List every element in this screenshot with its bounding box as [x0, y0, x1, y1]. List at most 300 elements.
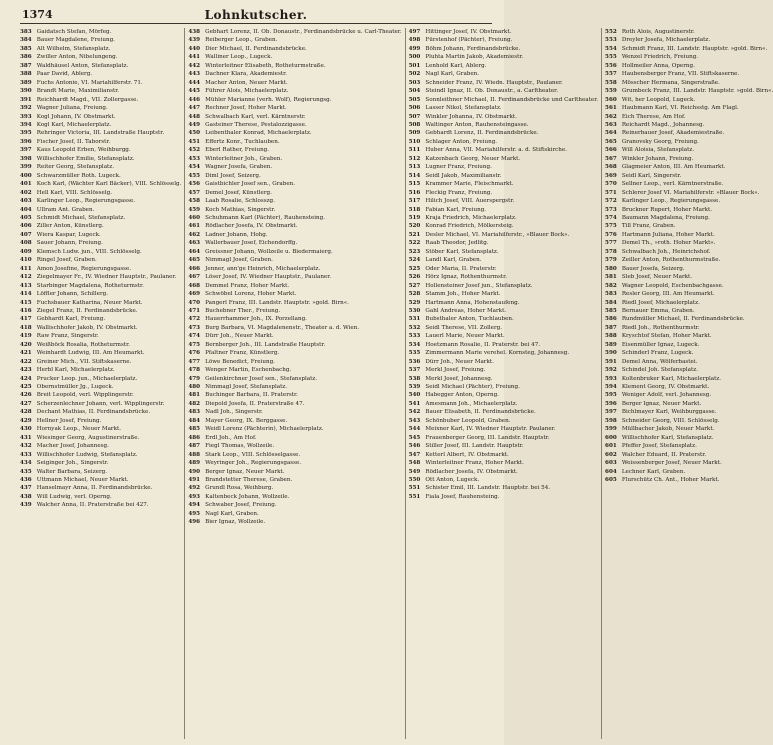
entry-number: 468	[188, 282, 201, 289]
list-item	[605, 45, 773, 53]
entry-number: 393	[20, 113, 32, 120]
list-item	[409, 129, 598, 137]
entry-text: Winterleitner Joh., Graben.	[205, 155, 283, 162]
entry-text: Greissner Johann, Wollzeile u. Biedermaierg.	[205, 248, 333, 255]
entry-number: 504	[408, 88, 421, 95]
list-item	[605, 256, 773, 264]
entry-number: 512	[408, 155, 421, 162]
entry-text: Riedl Josef, Michaelerplatz.	[621, 299, 700, 306]
entry-number: 590	[605, 350, 617, 357]
entry-text: Fiegl Thomas, Wollzeile.	[205, 443, 275, 450]
entry-text: Dreyler Josefa, Michaelerplatz.	[621, 37, 711, 44]
entry-number: 580	[605, 265, 617, 272]
entry-text: Willischhofer Emilie, Stefansplatz.	[36, 155, 135, 162]
list-item	[188, 484, 401, 492]
list-item	[409, 451, 598, 459]
list-item	[605, 324, 773, 332]
list-item	[188, 434, 401, 442]
entry-text: Jenner, ann'ge Heinrich, Michaelerplatz.	[205, 265, 321, 272]
list-item	[605, 248, 773, 256]
entry-number: 523	[408, 248, 421, 255]
entry-text: Starbinger Magdalena, Rotheturmstr.	[36, 282, 144, 289]
entry-number: 431	[20, 434, 32, 441]
entry-text: Winkler Johanna, IV. Obstmarkt.	[425, 113, 517, 120]
entry-number: 488	[188, 451, 201, 458]
list-item	[188, 282, 401, 290]
list-item	[409, 383, 598, 391]
list-item	[188, 299, 401, 307]
entry-text: Katzenbach Georg, Neuer Markt.	[425, 155, 521, 162]
entry-text: Schmidt Michael, Stefansplatz.	[36, 214, 126, 221]
list-item	[605, 341, 773, 349]
entry-text: Wallerbauer Josef, Eichendorffg.	[205, 240, 298, 247]
entry-text: Reiter Georg, Stefansplatz.	[36, 164, 115, 171]
list-item	[605, 129, 773, 137]
entry-number: 550	[408, 477, 421, 484]
entry-text: Löffler Johann, Schillerg.	[36, 291, 108, 298]
entry-text: Uttmann Michael, Neuer Markt.	[36, 477, 129, 484]
entry-number: 511	[408, 147, 421, 154]
entry-text: Nimmagl Josef, Graben.	[205, 257, 273, 264]
entry-text: Dürr Joh., Neuer Markt.	[205, 333, 274, 340]
entry-text: Desler Michael, VI. Mariahilferstr., »Blauer Bock«.	[425, 231, 570, 238]
entry-text: Waltinger Anton, Rauhensteingasse.	[425, 121, 529, 128]
entry-number: 470	[188, 299, 201, 306]
entry-number: 442	[188, 62, 201, 69]
entry-text: Riedl Joh., Rothenthurmstr.	[621, 324, 700, 331]
entry-text: Müllbacher Jakob, Neuer Markt.	[621, 426, 715, 433]
entry-number: 401	[20, 181, 32, 188]
entry-number: 410	[20, 257, 32, 264]
entry-text: Koltenbruker Karl, Michaelerplatz.	[621, 375, 722, 382]
list-item	[409, 391, 598, 399]
entry-number: 508	[408, 121, 421, 128]
entry-text: Sleb Josef, Neuer Markt.	[621, 274, 693, 281]
entry-text: Rödlacher Josefa, IV. Obstmarkt.	[425, 468, 518, 475]
list-item	[409, 113, 598, 121]
list-item	[409, 442, 598, 450]
list-item	[409, 104, 598, 112]
entry-number: 581	[605, 274, 617, 281]
entry-number: 501	[408, 62, 421, 69]
list-item	[605, 172, 773, 180]
entry-text: Macher Josef, Johannesg.	[36, 443, 109, 450]
list-item	[188, 214, 401, 222]
entry-number: 415	[20, 299, 32, 306]
entry-text: Schwaber Josef, Freiung.	[205, 502, 277, 509]
entry-text: Steindl Ignaz, II. Ob. Donaustr., a. Carltheater.	[425, 88, 559, 95]
entry-number: 496	[188, 519, 201, 526]
list-item	[409, 349, 598, 357]
list-item	[188, 172, 401, 180]
entry-text: Schwalbach Joh., Heinrichshof.	[621, 248, 711, 255]
list-item	[409, 96, 598, 104]
entry-text: Eisenmüller Ignaz, Lugeck.	[621, 341, 700, 348]
entry-text: Breit Leopold, verl. Wipplingerstr.	[36, 392, 134, 399]
list-item	[20, 189, 181, 197]
entry-number: 521	[408, 231, 421, 238]
entry-number: 539	[408, 384, 421, 391]
entry-text: Raab Theodor, Jedlitg.	[425, 240, 489, 247]
list-item	[188, 451, 401, 459]
entry-text: Pfaltner Franz, Künstlerg.	[205, 350, 280, 357]
entry-number: 385	[20, 45, 32, 52]
list-item	[409, 197, 598, 205]
entry-text: Fürstenhof (Pächter), Freiung.	[425, 37, 513, 44]
list-item	[409, 189, 598, 197]
entry-number: 383	[20, 29, 32, 35]
list-item	[188, 87, 401, 95]
entry-text: Alt Wilhelm, Stefansplatz.	[36, 45, 111, 52]
entry-text: Eberl Rather, Freiung.	[205, 147, 270, 154]
list-item	[188, 70, 401, 78]
entry-text: Fuchs Antonie, VI. Mariahilferstr. 71.	[36, 79, 143, 86]
entry-text: Dier Michael, II. Ferdinandsbrücke.	[205, 45, 307, 52]
list-item	[605, 121, 773, 129]
entry-text: Hornyak Leop., Neuer Markt.	[36, 426, 121, 433]
entry-text: Eich Therese, Am Hof.	[621, 113, 686, 120]
entry-text: Schlager Anton, Freiung.	[425, 138, 498, 145]
entry-number: 456	[188, 181, 201, 188]
entry-text: Weissenberger Josef, Neuer Markt.	[621, 460, 722, 467]
list-item	[188, 79, 401, 87]
list-item	[188, 222, 401, 230]
entry-text: Dürr Joh., Neuer Markt.	[425, 358, 494, 365]
entry-number: 586	[605, 316, 617, 323]
entry-number: 525	[408, 265, 421, 272]
list-item	[409, 484, 598, 492]
entry-text: Kraja Friedrich, Michaelerplatz.	[425, 214, 517, 221]
entry-number: 477	[188, 358, 201, 365]
list-item	[188, 273, 401, 281]
entry-text: Ladner Johann, Hohg.	[205, 231, 268, 238]
entry-number: 467	[188, 274, 201, 281]
entry-number: 433	[20, 451, 32, 458]
entry-number: 429	[20, 417, 32, 424]
entry-text: Burg Barbara, VI. Magdalenenstr., Theater a. d. Wien.	[205, 324, 360, 331]
list-item	[20, 417, 181, 425]
entry-number: 528	[408, 291, 421, 298]
list-item	[605, 163, 773, 171]
entry-number: 588	[605, 333, 617, 340]
entry-text: Rechner Josef, Hoher Markt.	[205, 105, 287, 112]
entry-number: 500	[408, 54, 421, 61]
entry-text: Baumann Magdalena, Freiung.	[621, 214, 710, 221]
list-item	[188, 28, 401, 36]
list-item	[605, 231, 773, 239]
entry-text: Reiberger Leop., Graben.	[205, 37, 278, 44]
entry-text: Gebhardt Karl, Freiung.	[36, 316, 106, 323]
entry-number: 387	[20, 62, 32, 69]
list-item	[605, 349, 773, 357]
entry-text: Ott Anton, Lugeck.	[425, 477, 480, 484]
list-item	[20, 324, 181, 332]
entry-number: 420	[20, 341, 32, 348]
entry-text: Schuhmann Karl (Pächter), Rauhensteing.	[205, 214, 325, 221]
list-item	[188, 408, 401, 416]
entry-text: Bichlmayer Karl, Weihburggasse.	[621, 409, 717, 416]
entry-text: Willischhofer Ludwig, Stefansplatz.	[36, 451, 138, 458]
entry-number: 479	[188, 375, 201, 382]
entry-number: 484	[188, 417, 201, 424]
list-item	[188, 493, 401, 501]
entry-number: 495	[188, 510, 201, 517]
entry-text: Reichardt Magd., Johannesg.	[621, 121, 705, 128]
entry-text: Bubsthaler Anton, Tuchlauben.	[425, 316, 514, 323]
entry-number: 458	[188, 198, 201, 205]
list-item	[20, 45, 181, 53]
entry-text: Schinderl Franz, Lugeck.	[621, 350, 694, 357]
list-item	[20, 138, 181, 146]
entry-text: Greiner Mich., VII. Stiftskaserne.	[36, 358, 132, 365]
list-item	[605, 468, 773, 476]
entry-text: Granovsky Georg, Freiung.	[621, 138, 699, 145]
list-item	[605, 290, 773, 298]
entry-text: Grumbeck Franz, III. Landstr. Hauptstr. »gold. Birn«.	[621, 88, 773, 95]
list-item	[20, 265, 181, 273]
entry-number: 453	[188, 155, 201, 162]
list-item	[20, 408, 181, 416]
list-item	[20, 180, 181, 188]
entry-number: 595	[605, 392, 617, 399]
entry-number: 579	[605, 257, 617, 264]
entry-number: 405	[20, 214, 32, 221]
list-item	[188, 383, 401, 391]
entry-number: 534	[408, 341, 421, 348]
list-item	[20, 332, 181, 340]
list-item	[605, 180, 773, 188]
entry-text: Fiala Josef, Rauhensteing.	[425, 493, 500, 500]
list-item	[605, 189, 773, 197]
entry-number: 386	[20, 54, 32, 61]
entry-number: 602	[605, 451, 617, 458]
entry-number: 513	[408, 164, 421, 171]
entry-number: 446	[188, 96, 201, 103]
entry-text: Bauer Elisabeth, II. Ferdinandsbrücke.	[425, 409, 536, 416]
list-item	[20, 468, 181, 476]
entry-number: 450	[188, 130, 201, 137]
list-item	[20, 383, 181, 391]
entry-number: 408	[20, 240, 32, 247]
entry-number: 574	[605, 214, 617, 221]
entry-number: 536	[408, 358, 421, 365]
list-item	[20, 459, 181, 467]
list-item	[605, 265, 773, 273]
list-item	[188, 442, 401, 450]
entry-number: 558	[605, 79, 617, 86]
entry-text: Ziller Anton, Künstlerg.	[36, 223, 104, 230]
list-item	[605, 366, 773, 374]
entry-number: 391	[20, 96, 32, 103]
entry-text: Habegger Anton, Operng.	[425, 392, 499, 399]
entry-text: Winkler Johann, Freiung.	[621, 155, 694, 162]
entry-text: Wagner Leopold, Eschenbachgasse.	[621, 282, 724, 289]
list-item	[20, 400, 181, 408]
list-item	[409, 138, 598, 146]
list-item	[188, 400, 401, 408]
entry-number: 541	[408, 400, 421, 407]
entry-number: 532	[408, 324, 421, 331]
entry-text: Diml Josef, Seizerg.	[205, 172, 261, 179]
entry-number: 439	[188, 37, 201, 44]
list-item	[409, 425, 598, 433]
entry-number: 502	[408, 71, 421, 78]
list-item	[20, 163, 181, 171]
entry-number: 448	[188, 113, 201, 120]
entry-number: 413	[20, 282, 32, 289]
list-item	[605, 391, 773, 399]
list-item	[20, 231, 181, 239]
entry-number: 576	[605, 231, 617, 238]
entry-text: Koch Mathias, Singerstr.	[205, 206, 276, 213]
entry-text: Krammer Marie, Fleischmarkt.	[425, 181, 514, 188]
entry-text: Macher Anton, Neuer Markt.	[205, 79, 288, 86]
entry-number: 460	[188, 214, 201, 221]
list-item	[188, 146, 401, 154]
entry-text: Ziegelmayer Fr., IV. Wiedner Hauptstr., Paulaner.	[36, 274, 177, 281]
entry-number: 438	[188, 29, 201, 35]
entry-text: Lasser Nikol, Stefansplatz.	[425, 105, 502, 112]
entry-text: Ringel Josef, Graben.	[36, 257, 97, 264]
list-item	[20, 391, 181, 399]
entry-text: Demel Josef, Künstlerg.	[205, 189, 272, 196]
entry-text: Sauer Johann, Freiung.	[36, 240, 103, 247]
list-item	[409, 146, 598, 154]
entry-number: 417	[20, 316, 32, 323]
entry-text: Mösscher Hermana, Singerstraße.	[621, 79, 720, 86]
entry-text: Glagmeier Anton, III. Am Heumarkt.	[621, 164, 726, 171]
entry-number: 481	[188, 392, 201, 399]
entry-text: Huber Anna, VII. Mariahilferstr. a. d. Stiftskirche.	[425, 147, 567, 154]
entry-number: 454	[188, 164, 201, 171]
list-item	[188, 324, 401, 332]
entry-text: Roth Alois, Augustinerstr.	[621, 29, 695, 35]
list-item	[188, 121, 401, 129]
entry-text: Geilenkirchner Josef sen., Stefansplatz.	[205, 375, 318, 382]
entry-number: 478	[188, 367, 201, 374]
list-item	[20, 349, 181, 357]
list-item	[409, 121, 598, 129]
list-item	[409, 53, 598, 61]
list-item	[605, 36, 773, 44]
entry-number: 419	[20, 333, 32, 340]
entry-number: 455	[188, 172, 201, 179]
header-rule	[20, 23, 492, 24]
entry-number: 485	[188, 426, 201, 433]
entry-number: 553	[605, 37, 617, 44]
entry-number: 529	[408, 299, 421, 306]
list-item	[409, 493, 598, 501]
entry-text: Führer Alois, Michaelerplatz.	[205, 88, 289, 95]
entry-number: 452	[188, 147, 201, 154]
entry-text: Haubensberger Franz, VII. Stiftskaserne.	[621, 71, 740, 78]
entry-number: 480	[188, 384, 201, 391]
list-item	[188, 476, 401, 484]
entry-text: Stark Leop., VIII. Schlösselgasse.	[205, 451, 301, 458]
entry-text: Schindel Joh. Stefansplatz.	[621, 367, 698, 374]
list-item	[409, 163, 598, 171]
entry-text: Hörz Ignaz, Rothenthurmstr.	[425, 274, 507, 281]
entry-text: Winterleitner Elisabeth, Rotheturmstraße.	[205, 62, 326, 69]
list-item	[409, 62, 598, 70]
list-item	[188, 129, 401, 137]
list-item	[605, 383, 773, 391]
entry-text: Wenger Martin, Eschenbachg.	[205, 367, 292, 374]
list-item	[188, 45, 401, 53]
list-item	[409, 36, 598, 44]
entry-text: Löwe Benedict, Freiung.	[205, 358, 275, 365]
entry-text: Fleckig Franz, Freiung.	[425, 189, 493, 196]
entry-number: 439	[20, 502, 32, 509]
entry-number: 568	[605, 164, 617, 171]
entry-number: 597	[605, 409, 617, 416]
entry-number: 599	[605, 426, 617, 433]
list-item	[605, 315, 773, 323]
entry-number: 491	[188, 477, 201, 484]
entry-text: Kaus Leopold Erben, Weihburgg.	[36, 147, 131, 154]
entry-text: Nagl Karl, Graben.	[425, 71, 480, 78]
list-item	[188, 239, 401, 247]
list-item	[605, 87, 773, 95]
entry-number: 560	[605, 96, 617, 103]
list-item	[20, 256, 181, 264]
entry-number: 514	[408, 172, 421, 179]
entry-text: Hauerrhammer Joh., IX. Porzellang.	[205, 316, 307, 323]
entry-number: 416	[20, 307, 32, 314]
list-item	[20, 290, 181, 298]
list-item	[20, 129, 181, 137]
entry-number: 604	[605, 468, 617, 475]
entry-number: 449	[188, 121, 201, 128]
entry-text: Wiesinger Georg, Augustinerstraße.	[36, 434, 140, 441]
entry-number: 600	[605, 434, 617, 441]
entry-number: 443	[188, 71, 201, 78]
entry-number: 392	[20, 105, 32, 112]
entry-number: 438	[20, 493, 32, 500]
list-item	[409, 222, 598, 230]
entry-text: Dachner Klara, Akademiestr.	[205, 71, 287, 78]
list-item	[20, 476, 181, 484]
list-item	[605, 53, 773, 61]
list-item	[20, 273, 181, 281]
list-item	[188, 180, 401, 188]
entry-number: 395	[20, 130, 32, 137]
list-item	[605, 299, 773, 307]
entry-number: 603	[605, 460, 617, 467]
entry-number: 572	[605, 198, 617, 205]
list-item	[409, 459, 598, 467]
list-item	[20, 113, 181, 121]
entry-text: Gahl Andreas, Hoher Markt.	[425, 307, 507, 314]
entry-text: Effertz Konr., Tuchlauben.	[205, 138, 280, 145]
list-item	[20, 248, 181, 256]
entry-number: 499	[408, 45, 421, 52]
list-item	[409, 231, 598, 239]
entry-number: 447	[188, 105, 201, 112]
list-item	[605, 146, 773, 154]
column-2	[188, 28, 405, 739]
entry-text: Walliner Leop., Lugeck.	[205, 54, 273, 61]
list-item	[188, 206, 401, 214]
entry-number: 489	[188, 460, 201, 467]
entry-text: Schlerer Josef VI. Mariahilferstr. »Blauer Bock«.	[621, 189, 760, 196]
entry-text: Merkl Josef, Johannesg.	[425, 375, 493, 382]
entry-number: 423	[20, 367, 32, 374]
entry-text: Schmidt Franz, III. Landstr. Hauptstr. »gold. Birn«.	[621, 45, 768, 52]
entry-number: 503	[408, 79, 421, 86]
entry-number: 457	[188, 189, 201, 196]
entry-text: Sellner Leop., verl. Kärntnerstraße.	[621, 181, 724, 188]
